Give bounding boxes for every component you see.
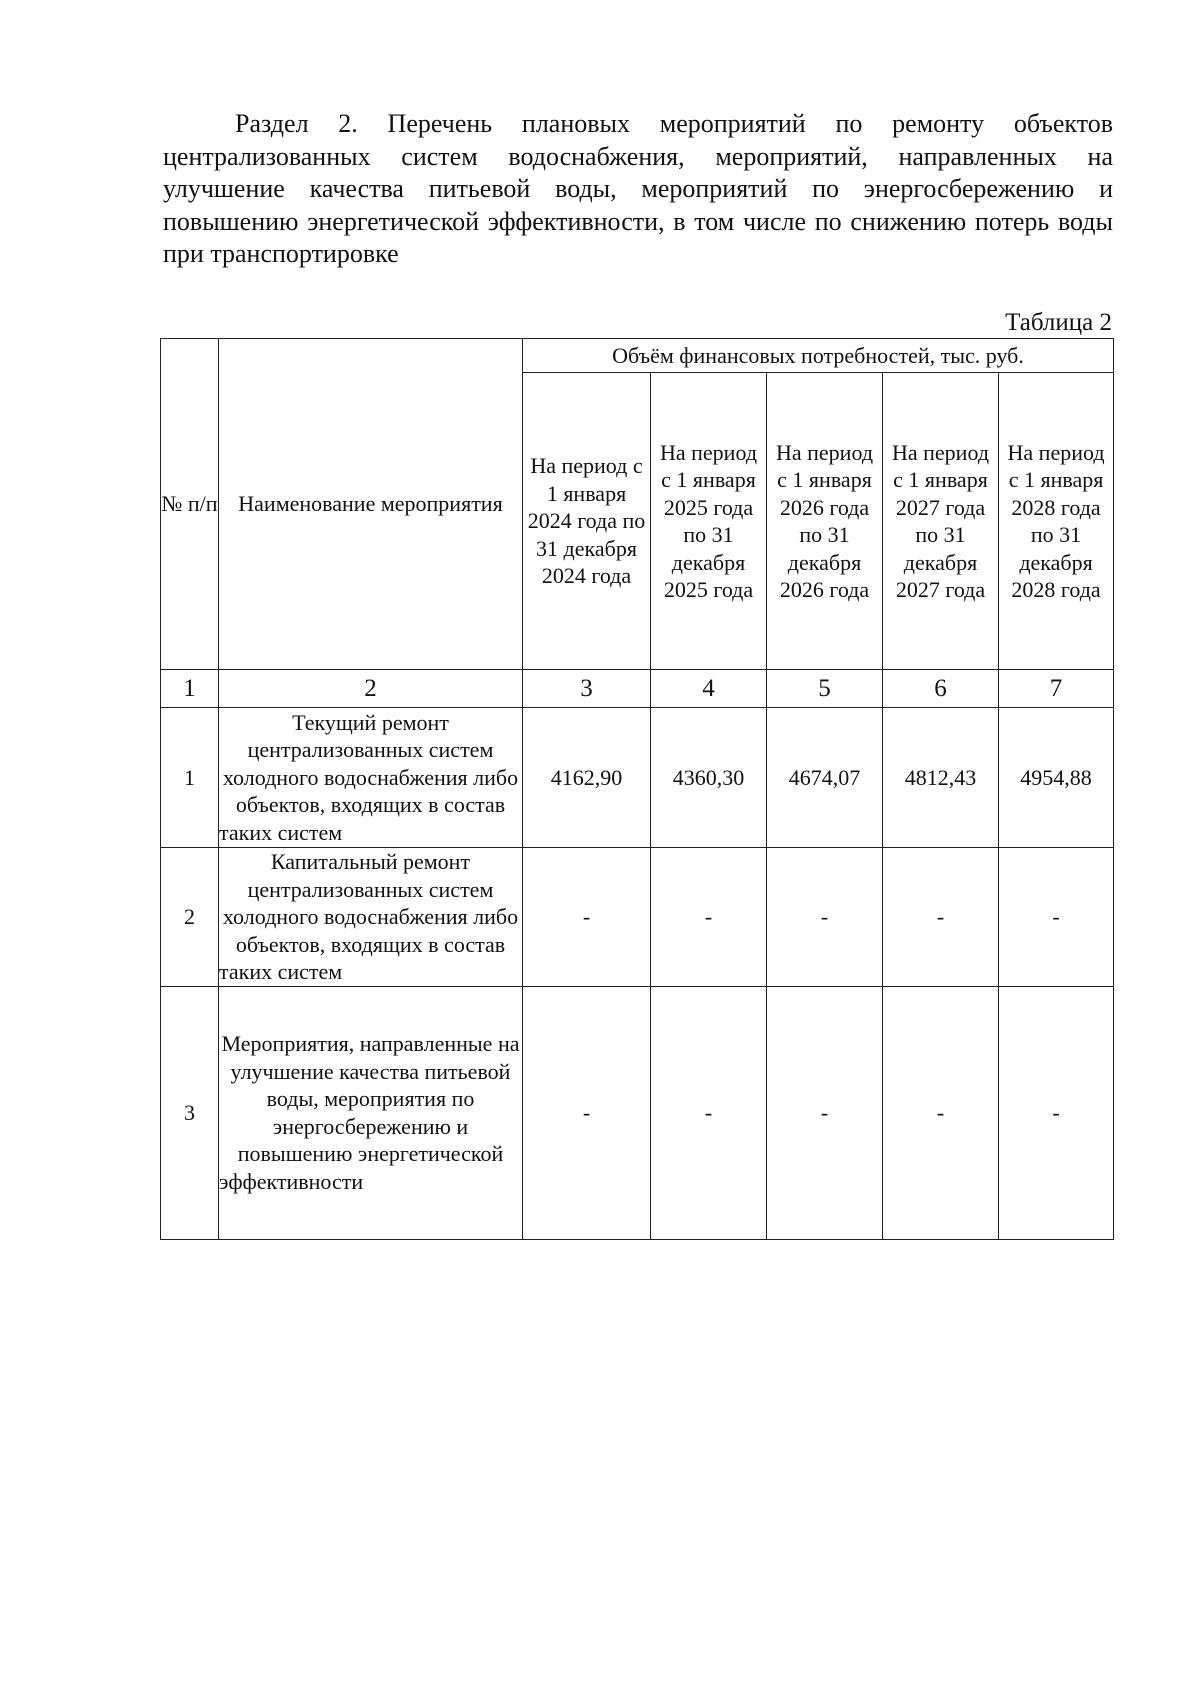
row-number: 3 — [161, 986, 219, 1239]
column-number: 5 — [767, 670, 883, 708]
value-2028: - — [999, 848, 1114, 987]
value-2024: - — [523, 848, 651, 987]
period-header-2028: На период с 1 января 2028 года по 31 декабря 2028 года — [999, 373, 1114, 670]
period-header-2025: На период с 1 января 2025 года по 31 декабря 2025 года — [651, 373, 767, 670]
column-number: 2 — [219, 670, 523, 708]
row-number: 2 — [161, 848, 219, 987]
value-2025: 4360,30 — [651, 708, 767, 848]
value-2024: - — [523, 986, 651, 1239]
column-number: 7 — [999, 670, 1114, 708]
measure-name: Капитальный ремонт централизованных систем холодного водоснабжения либо объектов, входящих в состав таких систем — [219, 848, 523, 987]
table-row — [161, 848, 1114, 987]
value-2028: 4954,88 — [999, 708, 1114, 848]
value-2026: - — [767, 986, 883, 1239]
group-header: Объём финансовых потребностей, тыс. руб. — [523, 339, 1114, 373]
col-name-header: Наименование мероприятия — [219, 339, 523, 670]
section-heading: Раздел 2. Перечень плановых мероприятий по ремонту объектов централизованных систем водоснабжения, мероприятий, направленных на улучшение качества питьевой воды, мероприятий по энергосбережению и повышению энергетической эффективности, в том числе по снижению потерь воды при транспортировке — [163, 109, 1113, 268]
measure-name: Мероприятия, направленные на улучшение качества питьевой воды, мероприятия по энергосбережению и повышению энергетической эффективности — [219, 986, 523, 1239]
period-header-2027: На период с 1 января 2027 года по 31 декабря 2027 года — [883, 373, 999, 670]
measure-name: Текущий ремонт централизованных систем холодного водоснабжения либо объектов, входящих в состав таких систем — [219, 708, 523, 848]
column-number: 4 — [651, 670, 767, 708]
column-number: 3 — [523, 670, 651, 708]
table-row — [161, 986, 1114, 1239]
table-caption: Таблица 2 — [1005, 309, 1112, 336]
table-row — [161, 708, 1114, 848]
col-num-header: № п/п — [161, 339, 219, 670]
value-2024: 4162,90 — [523, 708, 651, 848]
period-header-2026: На период с 1 января 2026 года по 31 декабря 2026 года — [767, 373, 883, 670]
value-2027: - — [883, 848, 999, 987]
value-2025: - — [651, 986, 767, 1239]
value-2028: - — [999, 986, 1114, 1239]
value-2027: 4812,43 — [883, 708, 999, 848]
row-number: 1 — [161, 708, 219, 848]
column-number: 1 — [161, 670, 219, 708]
value-2026: - — [767, 848, 883, 987]
value-2025: - — [651, 848, 767, 987]
period-header-2024: На период с 1 января 2024 года по 31 декабря 2024 года — [523, 373, 651, 670]
column-number: 6 — [883, 670, 999, 708]
financial-needs-table — [160, 338, 1114, 1240]
value-2026: 4674,07 — [767, 708, 883, 848]
value-2027: - — [883, 986, 999, 1239]
